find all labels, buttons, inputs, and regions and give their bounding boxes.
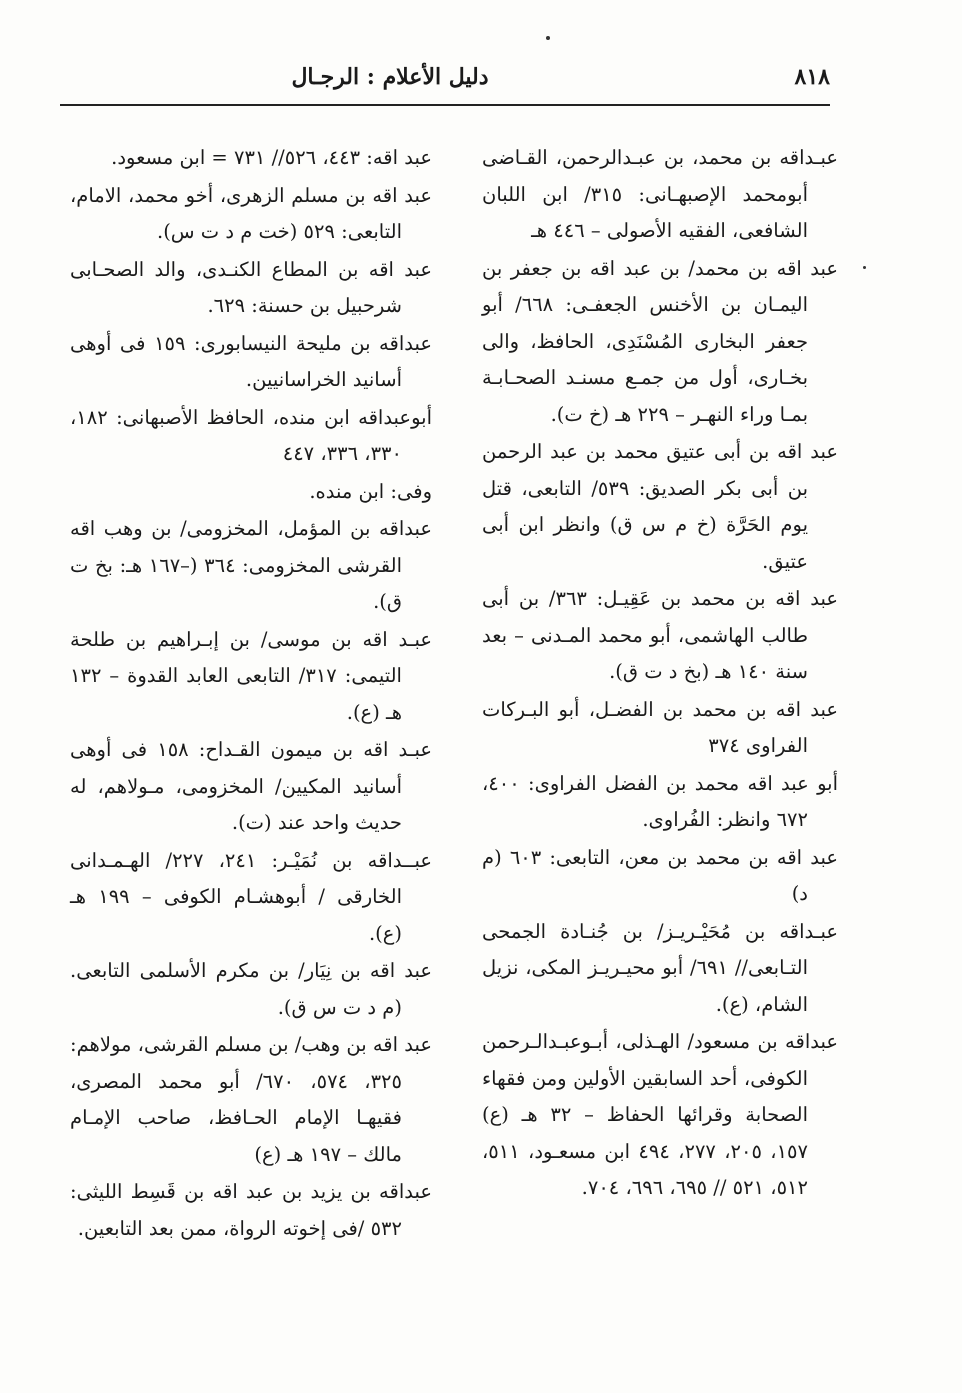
index-entry: عبداقه بن مسعود/ الهـذلى، أبـوعبـدالـرحمن الكوفى، أحد السابقين الأولين ومن فقهاء الصحابة وقرائها الحفاظ – ٣٢ هـ (ع) ١٥٧، ٢٠٥، ٢٧٧، ٤٩٤ ابن مسعـود، ٥١١، ٥١٢، ٥٢١ // ٦٩٥، ٦٩٦، ٧٠٤. xyxy=(482,1030,838,1199)
right-column xyxy=(482,140,838,1208)
index-entry: عبــداقه بن نُمَيْـر: ٢٤١، ٢٢٧/ الهـمـدانى الخارقى / أبوهشـام الكوفى – ١٩٩ هـ (ع). xyxy=(70,848,432,945)
ink-speck xyxy=(863,266,866,269)
index-entry: عبد اقه بن محمد/ بن عبد اقه بن جعفر بن اليمـان بن الأخنس الجعفـى: ٦٦٨/ أبو جعفر البخارى المُسْنَدِى، الحافظ، والى بخـارى، أول من جمـع مسنـد الصحـابـة بمـا وراء النهـر – ٢٢٩ هـ (خ ت). xyxy=(482,256,838,426)
index-entry: وفى: ابن منده. xyxy=(309,479,432,503)
index-entry: عبد اقه بن وهب/ بن مسلم القرشى، مولاهم: ٣٢٥، ٥٧٤، ٦٧٠/ أبو محمد المصرى، فقيهـا الإمام الحـافظ، صاحب الإمـام مالك – ١٩٧ هـ (ع) xyxy=(70,1033,432,1166)
index-entry: عبد اقه بن محمد بن الفضـل، أبو البـركات الفراوى ٣٧٤ xyxy=(482,697,838,757)
index-entry: عبداقه بن المؤمل، المخزومى/ بن وهب اقه القرشى المخزومى: ٣٦٤ (–١٦٧ هـ: بخ ت ق). xyxy=(70,517,432,613)
index-entry: عبـداقه بن مُحَيْـريـز/ بن جُنـادة الجمحى التـابعى// ٦٩١/ أبو محيـريـز المكى، نزيل الشام، (ع). xyxy=(482,919,838,1016)
index-entry: عبداقه بن مليحة النيسابورى: ١٥٩ فى أوهى أسانيد الخراسانيين. xyxy=(70,331,433,391)
index-entry: عبداقه بن يزيد بن عبد اقه بن قَسِط الليثى: ٥٣٢ /فى إخوته الرواة، ممن بعد التابعين. xyxy=(70,1180,432,1240)
ink-speck xyxy=(546,36,550,40)
index-entry: عبـد اقه بن موسى/ بن إبـراهيم بن طلحة التيمى: ٣١٧/ التابعى العابد القدوة – ١٣٢ هـ (ع). xyxy=(70,627,432,724)
index-entry: عبد اقه بن محمد بن معن، التابعى: ٦٠٣ (م د) xyxy=(482,845,838,905)
index-entry: أبو عبد اقه محمد بن الفضل الفراوى: ٤٠٠، ٦٧٢ وانظر: الفُراوى. xyxy=(482,771,838,831)
index-entry: عبـداقه بن محمد، بن عبـدالرحمن، القـاضى أبومحمد الإصبهـانى: ٣١٥/ ابن اللبان الشافعى، الفقيه الأصولى – ٤٤٦ هـ xyxy=(482,146,838,242)
index-entry: عبد اقه بن المطاع الكنـدى، والد الصحـابى شرحبيل بن حسنة: ٦٢٩. xyxy=(70,257,432,317)
index-entry: عبد اقه بن محمد بن عَقِيـل: ٣٦٣/ بن أبى طالب الهاشمى، أبو محمد المـدنى – بعد سنة ١٤٠ هـ (بخ د ت ق). xyxy=(482,587,838,683)
index-entry: عبد اقه: ٤٤٣، ٥٢٦// ٧٣١ = ابن مسعود. xyxy=(111,146,432,169)
index-entry: أبوعبداقه ابن منده، الحافظ الأصبهانى: ١٨٢، ٣٣٠، ٣٣٦، ٤٤٧ xyxy=(70,405,432,465)
page-header xyxy=(60,62,830,102)
left-column xyxy=(70,140,432,1248)
index-entry: عبـد اقه بن ميمون القـداح: ١٥٨ فى أوهى أسانيد المكيين/ المخزومى، مـولاهم، له حديث واحد عند (ت). xyxy=(70,738,432,834)
index-entry: عبد اقه بن نِيَار/ بن مكرم الأسلمى التابعى. (م د ت س ق). xyxy=(70,959,432,1019)
page-number: ٨١٨ xyxy=(794,64,830,90)
header-rule xyxy=(60,104,830,106)
index-entry: عبد اقه بن أبى عتيق محمد بن عبد الرحمن بن أبى بكر الصديق: ٥٣٩/ التابعى، قتل يوم الحَرَّة (خ م س ق) وانظر ابن أبى عتيق. xyxy=(482,440,838,573)
index-entry: عبد اقه بن مسلم الزهرى، أخو محمد، الامام، التابعى: ٥٢٩ (خت م د ت س). xyxy=(70,183,432,243)
running-title: دليل الأعلام : الرجـال xyxy=(291,64,489,90)
